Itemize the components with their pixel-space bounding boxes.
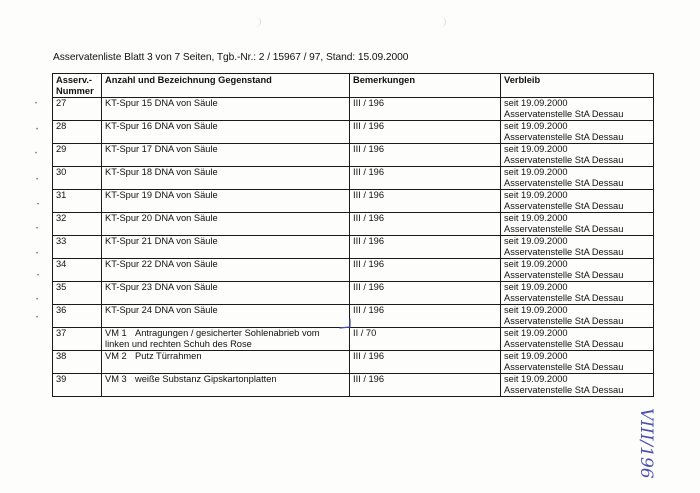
evidence-item: KT-Spur 22 DNA von Säule: [102, 259, 350, 282]
evidence-number: 33: [53, 236, 102, 259]
table-row: [53, 374, 654, 397]
margin-tick-mark: •: [35, 101, 38, 107]
evidence-number: 28: [53, 121, 102, 144]
evidence-whereabouts: seit 19.09.2000 Asservatenstelle StA Dessau: [501, 98, 654, 121]
column-header-whereabouts: Verbleib: [501, 74, 654, 98]
table-row: [53, 98, 654, 121]
evidence-number: 31: [53, 190, 102, 213]
margin-tick-mark: •: [37, 273, 40, 279]
evidence-item: [102, 328, 350, 351]
evidence-remarks: III / 196: [350, 305, 501, 328]
trace-label: VM 3: [105, 374, 127, 384]
table-row: [53, 259, 654, 282]
evidence-item: KT-Spur 17 DNA von Säule: [102, 144, 350, 167]
margin-tick-mark: •: [36, 297, 39, 303]
column-header-item: Anzahl und Bezeichnung Gegenstand: [102, 74, 350, 98]
table-row: [53, 305, 654, 328]
evidence-number: 29: [53, 144, 102, 167]
evidence-whereabouts: seit 19.09.2000 Asservatenstelle StA Dessau: [501, 144, 654, 167]
table-row: [53, 236, 654, 259]
table-row: [53, 121, 654, 144]
margin-tick-mark: •: [36, 127, 39, 133]
evidence-remarks: III / 196: [350, 190, 501, 213]
evidence-remarks: III / 196: [350, 98, 501, 121]
evidence-remarks: II / 70: [350, 328, 501, 351]
evidence-description: weiße Substanz Gipskartonplatten: [135, 374, 277, 384]
punch-hole-mark: [441, 17, 446, 27]
evidence-number: 27: [53, 98, 102, 121]
evidence-whereabouts: seit 19.09.2000 Asservatenstelle StA Dessau: [501, 305, 654, 328]
evidence-whereabouts: seit 19.09.2000 Asservatenstelle StA Dessau: [501, 190, 654, 213]
evidence-number: 35: [53, 282, 102, 305]
handwritten-check-mark: [338, 318, 352, 330]
evidence-whereabouts: seit 19.09.2000 Asservatenstelle StA Dessau: [501, 328, 654, 351]
evidence-whereabouts: seit 19.09.2000 Asservatenstelle StA Dessau: [501, 374, 654, 397]
evidence-remarks: III / 196: [350, 351, 501, 374]
margin-tick-mark: •: [37, 202, 40, 208]
handwritten-margin-note: VIII/196: [636, 408, 656, 479]
evidence-item: KT-Spur 21 DNA von Säule: [102, 236, 350, 259]
evidence-remarks: III / 196: [350, 236, 501, 259]
evidence-whereabouts: seit 19.09.2000 Asservatenstelle StA Dessau: [501, 213, 654, 236]
evidence-item: KT-Spur 18 DNA von Säule: [102, 167, 350, 190]
table-row: [53, 213, 654, 236]
evidence-description: Antragungen / gesicherter Sohlenabrieb vom linken und rechten Schuh des Rose: [105, 328, 320, 349]
evidence-remarks: III / 196: [350, 167, 501, 190]
evidence-whereabouts: seit 19.09.2000 Asservatenstelle StA Dessau: [501, 121, 654, 144]
evidence-whereabouts: seit 19.09.2000 Asservatenstelle StA Dessau: [501, 282, 654, 305]
list-heading: Asservatenliste Blatt 3 von 7 Seiten, Tgb.-Nr.: 2 / 15967 / 97, Stand: 15.09.2000: [53, 52, 409, 63]
evidence-whereabouts: seit 19.09.2000 Asservatenstelle StA Dessau: [501, 259, 654, 282]
evidence-number: 38: [53, 351, 102, 374]
table-row: [53, 351, 654, 374]
column-header-remarks: Bemerkungen: [350, 74, 501, 98]
evidence-item: KT-Spur 19 DNA von Säule: [102, 190, 350, 213]
evidence-number: 37: [53, 328, 102, 351]
evidence-remarks: III / 196: [350, 282, 501, 305]
table-row: [53, 328, 654, 351]
trace-label: VM 1: [105, 328, 127, 338]
table-row: [53, 144, 654, 167]
evidence-remarks: III / 196: [350, 213, 501, 236]
punch-hole-mark: [256, 17, 261, 27]
margin-tick-mark: •: [36, 226, 39, 232]
evidence-table: [52, 73, 654, 397]
evidence-item: [102, 351, 350, 374]
evidence-remarks: III / 196: [350, 374, 501, 397]
table-header-row: [53, 74, 654, 98]
evidence-number: 32: [53, 213, 102, 236]
table-row: [53, 190, 654, 213]
evidence-item: KT-Spur 24 DNA von Säule: [102, 305, 350, 328]
evidence-item: KT-Spur 15 DNA von Säule: [102, 98, 350, 121]
evidence-item: [102, 374, 350, 397]
evidence-number: 34: [53, 259, 102, 282]
evidence-remarks: III / 196: [350, 144, 501, 167]
trace-label: VM 2: [105, 351, 127, 361]
evidence-description: Putz Türrahmen: [135, 351, 202, 361]
table-row: [53, 282, 654, 305]
column-header-number: Asserv.- Nummer: [53, 74, 102, 98]
evidence-number: 39: [53, 374, 102, 397]
evidence-whereabouts: seit 19.09.2000 Asservatenstelle StA Dessau: [501, 236, 654, 259]
evidence-item: KT-Spur 20 DNA von Säule: [102, 213, 350, 236]
margin-tick-mark: •: [36, 315, 39, 321]
evidence-remarks: III / 196: [350, 259, 501, 282]
margin-tick-mark: •: [36, 177, 39, 183]
table-row: [53, 167, 654, 190]
evidence-remarks: III / 196: [350, 121, 501, 144]
evidence-number: 36: [53, 305, 102, 328]
evidence-whereabouts: seit 19.09.2000 Asservatenstelle StA Dessau: [501, 167, 654, 190]
evidence-item: KT-Spur 16 DNA von Säule: [102, 121, 350, 144]
evidence-whereabouts: seit 19.09.2000 Asservatenstelle StA Dessau: [501, 351, 654, 374]
margin-tick-mark: •: [35, 151, 38, 157]
evidence-item: KT-Spur 23 DNA von Säule: [102, 282, 350, 305]
margin-tick-mark: •: [36, 251, 39, 257]
evidence-number: 30: [53, 167, 102, 190]
